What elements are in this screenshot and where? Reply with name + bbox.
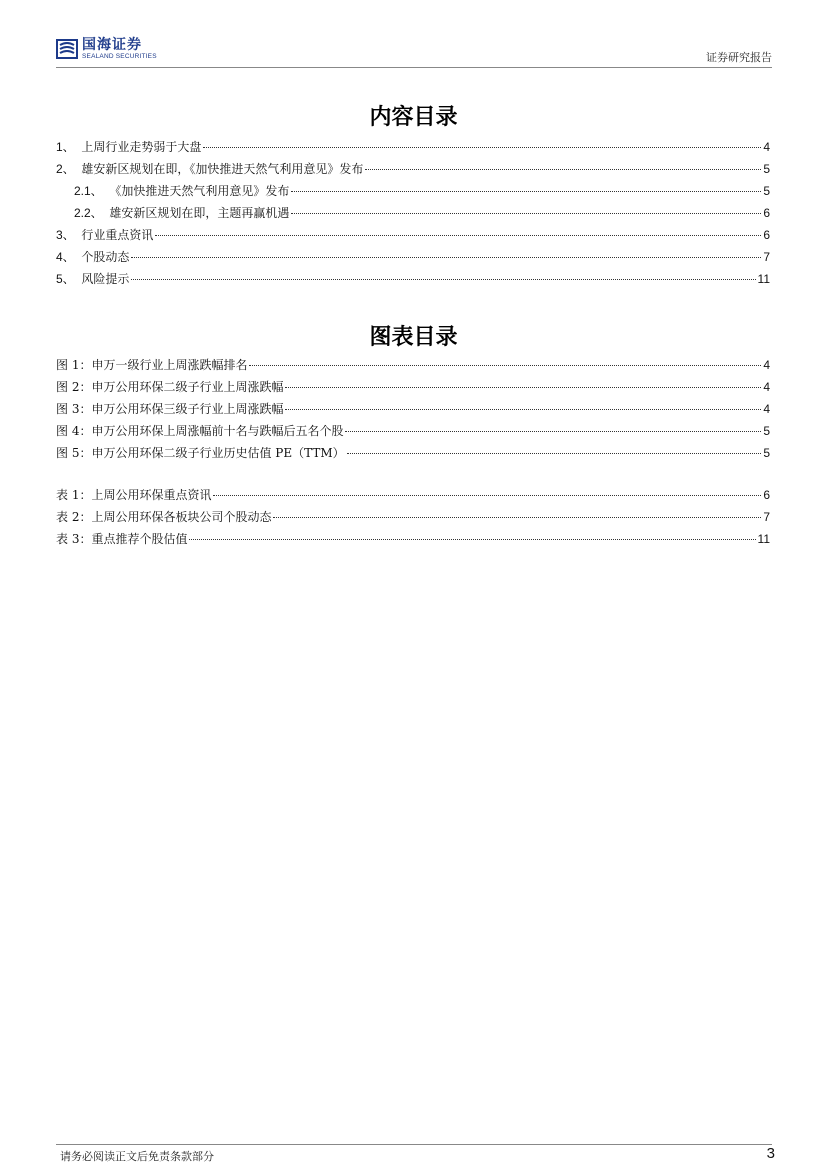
- page-header: [56, 34, 772, 66]
- figure-toc-entry[interactable]: [56, 400, 770, 422]
- figure-title: 申万公用环保三级子行业上周涨跌幅: [91, 402, 284, 416]
- toc-leader-dots: [365, 169, 761, 170]
- toc-subentry[interactable]: [56, 182, 770, 204]
- figure-toc-entry[interactable]: [56, 444, 770, 466]
- figure-label: 图 1：: [56, 358, 92, 372]
- toc-entry-number: 3、: [56, 228, 82, 242]
- toc-entry-number: 5、: [56, 272, 82, 286]
- toc-leader-dots: [345, 431, 761, 432]
- toc-entry-number: 1、: [56, 140, 82, 154]
- toc-entry-title: 上周行业走势弱于大盘: [81, 140, 202, 154]
- content-toc: [56, 138, 770, 292]
- toc-leader-dots: [249, 365, 761, 366]
- toc-leader-dots: [285, 387, 761, 388]
- toc-entry-number: 2.1、: [74, 184, 110, 198]
- footer-divider: [56, 1144, 772, 1145]
- figure-title: 申万公用环保二级子行业上周涨跌幅: [91, 380, 284, 394]
- toc-entry-title: 行业重点资讯: [81, 228, 154, 242]
- page-number: 3: [766, 1145, 775, 1162]
- toc-entry-page: 6: [763, 228, 770, 242]
- table-toc-entry[interactable]: [56, 486, 770, 508]
- toc-entry[interactable]: [56, 160, 770, 182]
- table-title: 上周公用环保重点资讯: [91, 488, 212, 502]
- table-title: 重点推荐个股估值: [91, 532, 188, 546]
- toc-leader-dots: [291, 213, 761, 214]
- toc-entry[interactable]: [56, 270, 770, 292]
- toc-entry-title: 《加快推进天然气利用意见》发布: [109, 184, 290, 198]
- toc-entry-page: 5: [763, 162, 770, 176]
- company-logo: [56, 34, 157, 64]
- toc-leader-dots: [213, 495, 761, 496]
- toc-leader-dots: [131, 279, 755, 280]
- figure-toc: [56, 356, 770, 466]
- table-page: 7: [763, 510, 770, 524]
- toc-leader-dots: [131, 257, 761, 258]
- table-label: 表 3：: [56, 532, 92, 546]
- toc-entry-number: 2.2、: [74, 206, 110, 220]
- toc-leader-dots: [347, 453, 762, 454]
- toc-entry-page: 7: [763, 250, 770, 264]
- figure-title: 申万一级行业上周涨跌幅排名: [91, 358, 248, 372]
- table-toc-entry[interactable]: [56, 530, 770, 552]
- figure-page: 4: [763, 358, 770, 372]
- figure-label: 图 4：: [56, 424, 92, 438]
- toc-leader-dots: [291, 191, 761, 192]
- toc-entry[interactable]: [56, 226, 770, 248]
- header-divider: [56, 67, 772, 68]
- report-type-label: 证券研究报告: [706, 51, 772, 64]
- toc-entry-title: 雄安新区规划在即，主题再赢机遇: [109, 206, 290, 220]
- figure-page: 4: [763, 402, 770, 416]
- toc-entry-page: 11: [757, 272, 770, 286]
- toc-entry[interactable]: [56, 138, 770, 160]
- logo-english-name: SEALAND SECURITIES: [82, 52, 157, 60]
- figure-title: 申万公用环保上周涨幅前十名与跌幅后五名个股: [91, 424, 344, 438]
- toc-leader-dots: [155, 235, 761, 236]
- toc-entry-page: 6: [763, 206, 770, 220]
- table-label: 表 2：: [56, 510, 92, 524]
- toc-entry[interactable]: [56, 248, 770, 270]
- table-label: 表 1：: [56, 488, 92, 502]
- table-page: 6: [763, 488, 770, 502]
- toc-entry-title: 个股动态: [81, 250, 130, 264]
- figure-label: 图 2：: [56, 380, 92, 394]
- toc-entry-page: 5: [763, 184, 770, 198]
- toc-leader-dots: [273, 517, 761, 518]
- figure-page: 4: [763, 380, 770, 394]
- table-toc: [56, 486, 770, 552]
- logo-chinese-name: 国海证券: [82, 36, 142, 53]
- figure-toc-entry[interactable]: [56, 356, 770, 378]
- table-toc-entry[interactable]: [56, 508, 770, 530]
- toc-leader-dots: [285, 409, 761, 410]
- toc-entry-page: 4: [763, 140, 770, 154]
- figure-label: 图 3：: [56, 402, 92, 416]
- figure-toc-entry[interactable]: [56, 378, 770, 400]
- sealand-logo-icon: [56, 37, 78, 61]
- toc-subentry[interactable]: [56, 204, 770, 226]
- toc-leader-dots: [189, 539, 755, 540]
- table-page: 11: [757, 532, 770, 546]
- toc-entry-title: 风险提示: [81, 272, 130, 286]
- content-toc-title: 内容目录: [369, 104, 458, 130]
- toc-entry-number: 4、: [56, 250, 82, 264]
- toc-entry-number: 2、: [56, 162, 82, 176]
- disclaimer-note: 请务必阅读正文后免责条款部分: [60, 1150, 214, 1163]
- figure-title: 申万公用环保二级子行业历史估值 PE（TTM）: [91, 446, 345, 460]
- table-title: 上周公用环保各板块公司个股动态: [91, 510, 272, 524]
- figure-page: 5: [763, 424, 770, 438]
- figure-label: 图 5：: [56, 446, 92, 460]
- toc-entry-title: 雄安新区规划在即，《加快推进天然气利用意见》发布: [81, 162, 364, 176]
- figure-page: 5: [763, 446, 770, 460]
- figure-toc-title: 图表目录: [369, 324, 458, 350]
- figure-toc-entry[interactable]: [56, 422, 770, 444]
- toc-leader-dots: [203, 147, 761, 148]
